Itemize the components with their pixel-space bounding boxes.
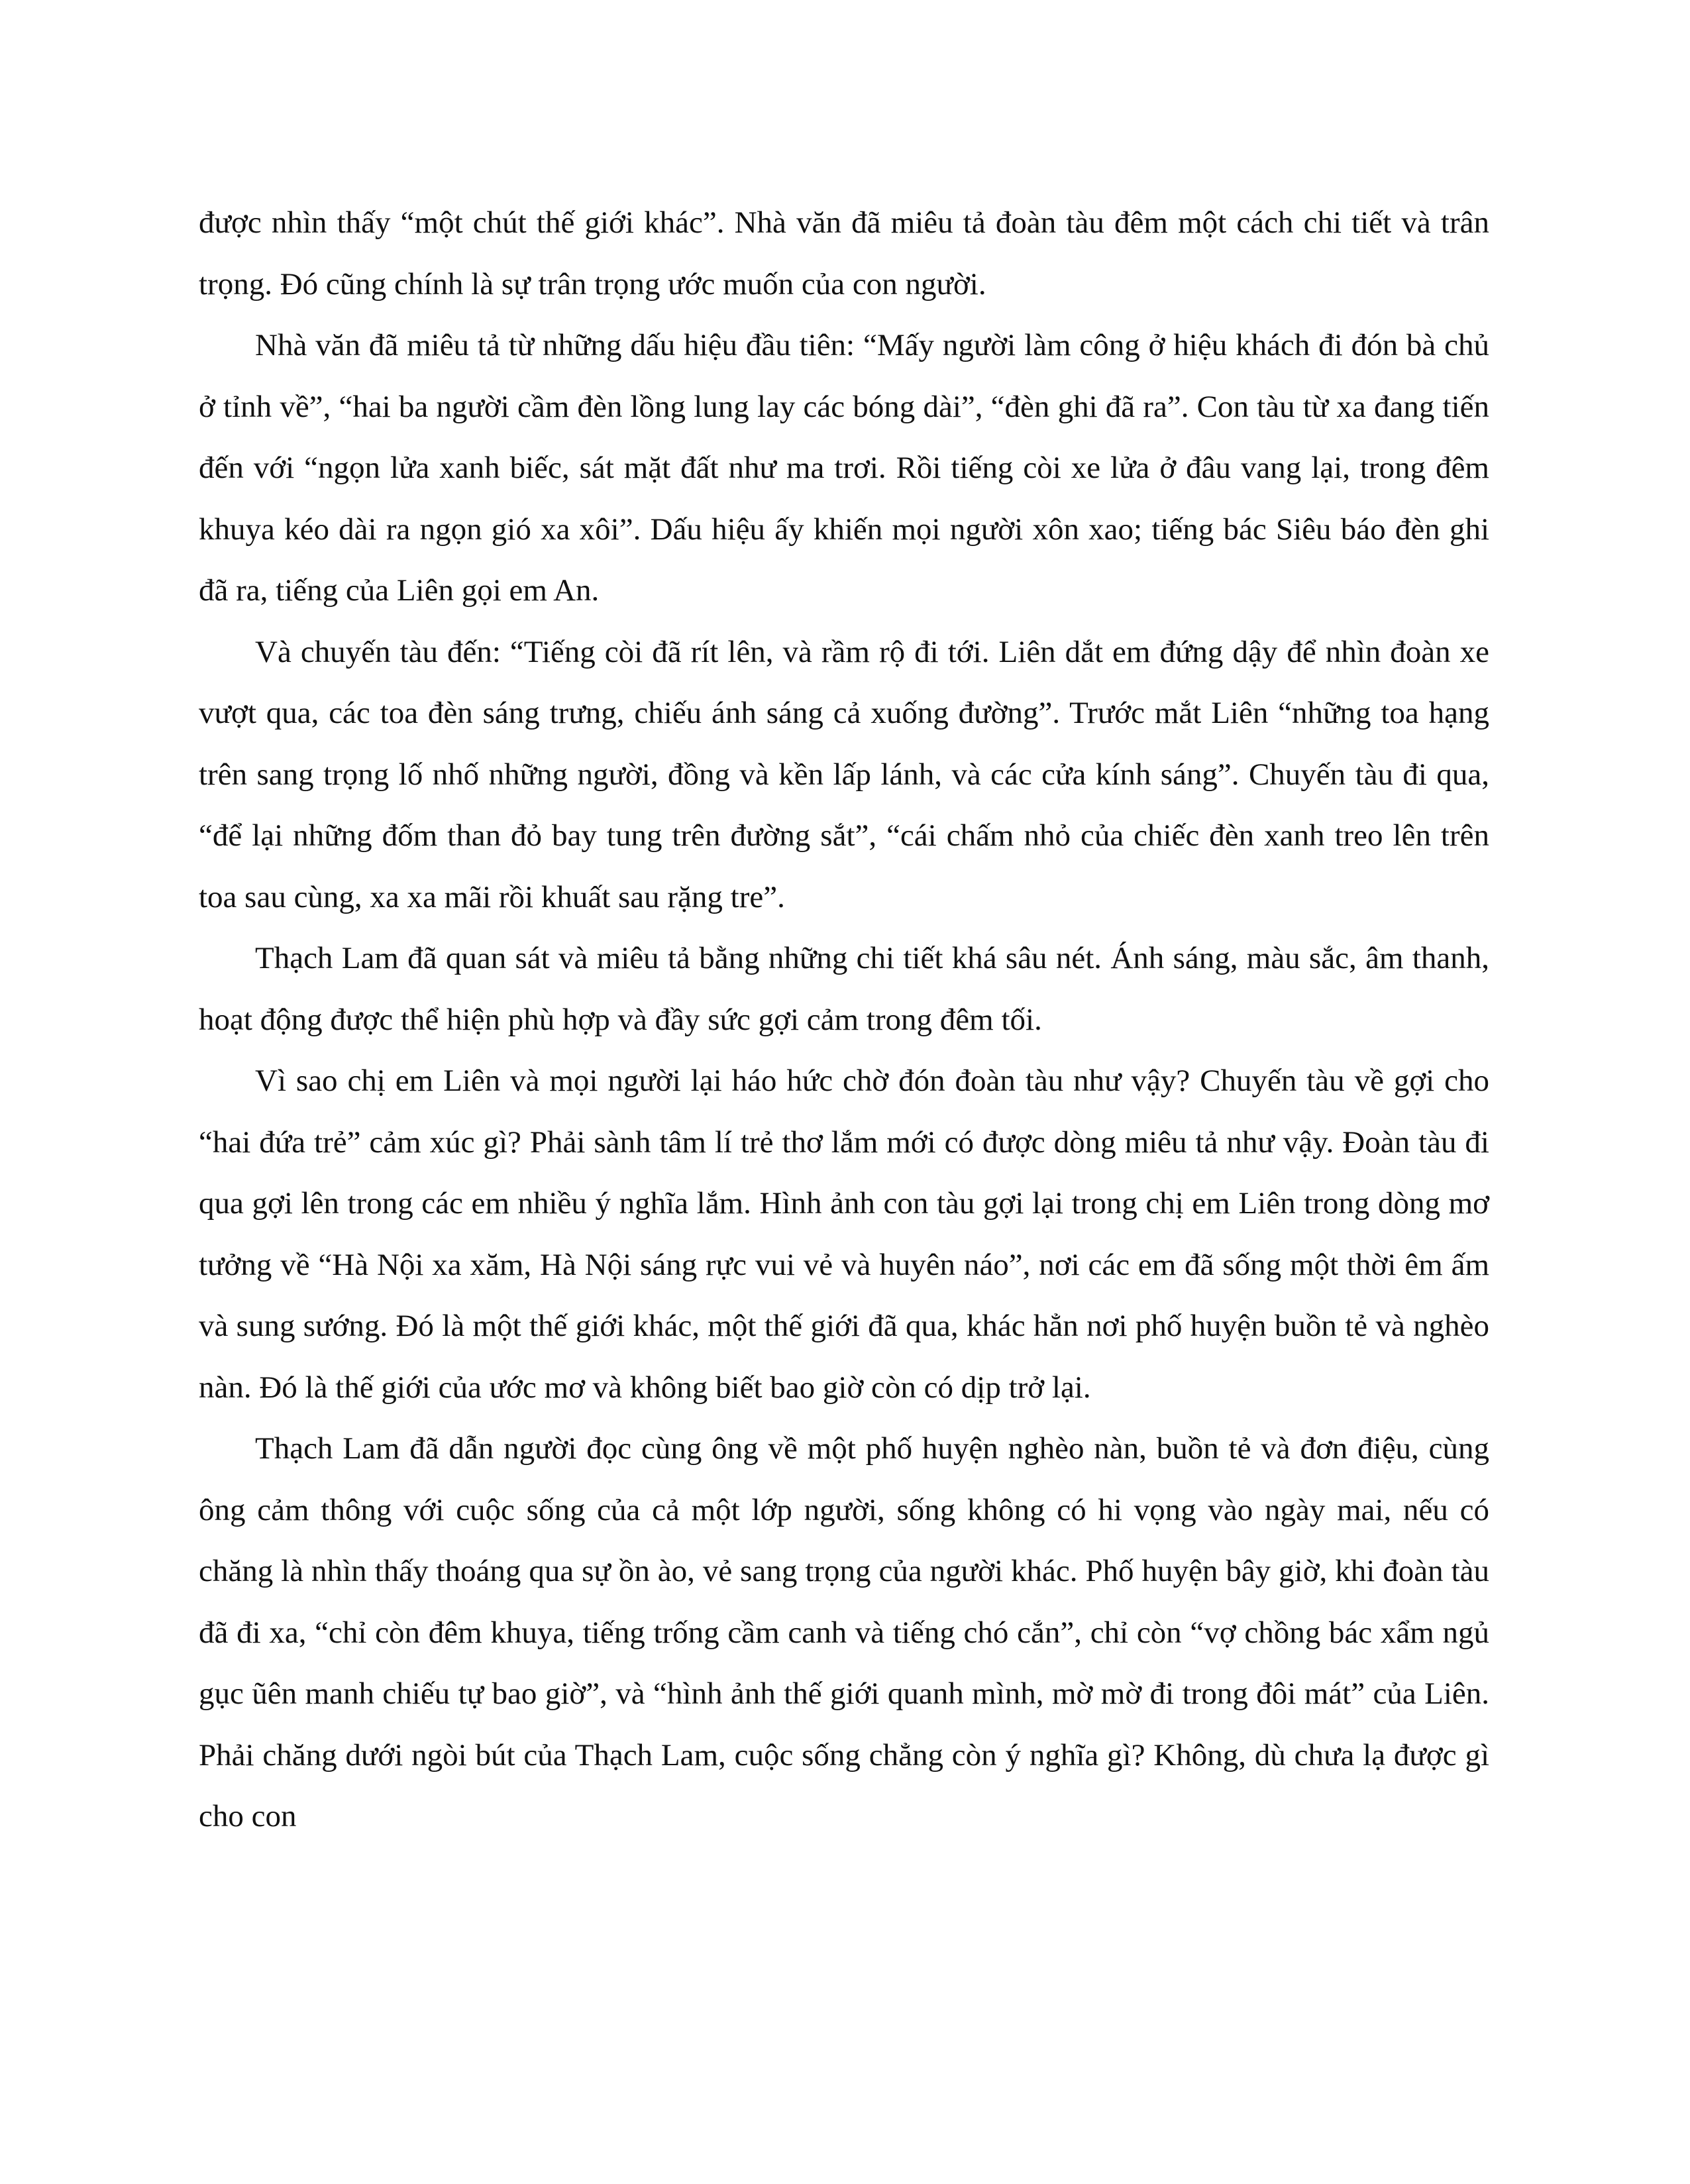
paragraph-2: Nhà văn đã miêu tả từ những dấu hiệu đầu tiên: “Mấy người làm công ở hiệu khách đi đón bà chủ ở tỉnh về”, “hai ba người cầm đèn lồng lung lay các bóng dài”, “đèn ghi đã ra”. Con tàu từ xa đang tiến đến với “ngọn lửa xanh biếc, sát mặt đất như ma trơi. Rồi tiếng còi xe lửa ở đâu vang lại, trong đêm khuya kéo dài ra ngọn gió xa xôi”. Dấu hiệu ấy khiến mọi người xôn xao; tiếng bác Siêu báo đèn ghi đã ra, tiếng của Liên gọi em An. <box>199 328 1489 608</box>
document-body <box>199 192 1489 1847</box>
paragraph-5: Vì sao chị em Liên và mọi người lại háo hức chờ đón đoàn tàu như vậy? Chuyến tàu về gợi cho “hai đứa trẻ” cảm xúc gì? Phải sành tâm lí trẻ thơ lắm mới có được dòng miêu tả như vậy. Đoàn tàu đi qua gợi lên trong các em nhiều ý nghĩa lắm. Hình ảnh con tàu gợi lại trong chị em Liên trong dòng mơ tưởng về “Hà Nội xa xăm, Hà Nội sáng rực vui vẻ và huyên náo”, nơi các em đã sống một thời êm ấm và sung sướng. Đó là một thế giới khác, một thế giới đã qua, khác hẳn nơi phố huyện buồn tẻ và nghèo nàn. Đó là thế giới của ước mơ và không biết bao giờ còn có dịp trở lại. <box>199 1064 1489 1405</box>
paragraph-1: được nhìn thấy “một chút thế giới khác”. Nhà văn đã miêu tả đoàn tàu đêm một cách chi tiết và trân trọng. Đó cũng chính là sự trân trọng ước muốn của con người. <box>199 205 1489 301</box>
paragraph-4: Thạch Lam đã quan sát và miêu tả bằng những chi tiết khá sâu nét. Ánh sáng, màu sắc, âm thanh, hoạt động được thể hiện phù hợp và đầy sức gợi cảm trong đêm tối. <box>199 941 1489 1037</box>
paragraph-3: Và chuyến tàu đến: “Tiếng còi đã rít lên, và rầm rộ đi tới. Liên dắt em đứng dậy để nhìn đoàn xe vượt qua, các toa đèn sáng trưng, chiếu ánh sáng cả xuống đường”. Trước mắt Liên “những toa hạng trên sang trọng lố nhố những người, đồng và kền lấp lánh, và các cửa kính sáng”. Chuyến tàu đi qua, “để lại những đốm than đỏ bay tung trên đường sắt”, “cái chấm nhỏ của chiếc đèn xanh treo lên trên toa sau cùng, xa xa mãi rồi khuất sau rặng tre”. <box>199 634 1489 914</box>
paragraph-6: Thạch Lam đã dẫn người đọc cùng ông về một phố huyện nghèo nàn, buồn tẻ và đơn điệu, cùng ông cảm thông với cuộc sống của cả một lớp người, sống không có hi vọng vào ngày mai, nếu có chăng là nhìn thấy thoáng qua sự ồn ào, vẻ sang trọng của người khác. Phố huyện bây giờ, khi đoàn tàu đã đi xa, “chỉ còn đêm khuya, tiếng trống cầm canh và tiếng chó cắn”, chỉ còn “vợ chồng bác xẩm ngủ gục ũên manh chiếu tự bao giờ”, và “hình ảnh thế giới quanh mình, mờ mờ đi trong đôi mát” của Liên. Phải chăng dưới ngòi bút của Thạch Lam, cuộc sống chẳng còn ý nghĩa gì? Không, dù chưa lạ được gì cho con <box>199 1431 1489 1833</box>
